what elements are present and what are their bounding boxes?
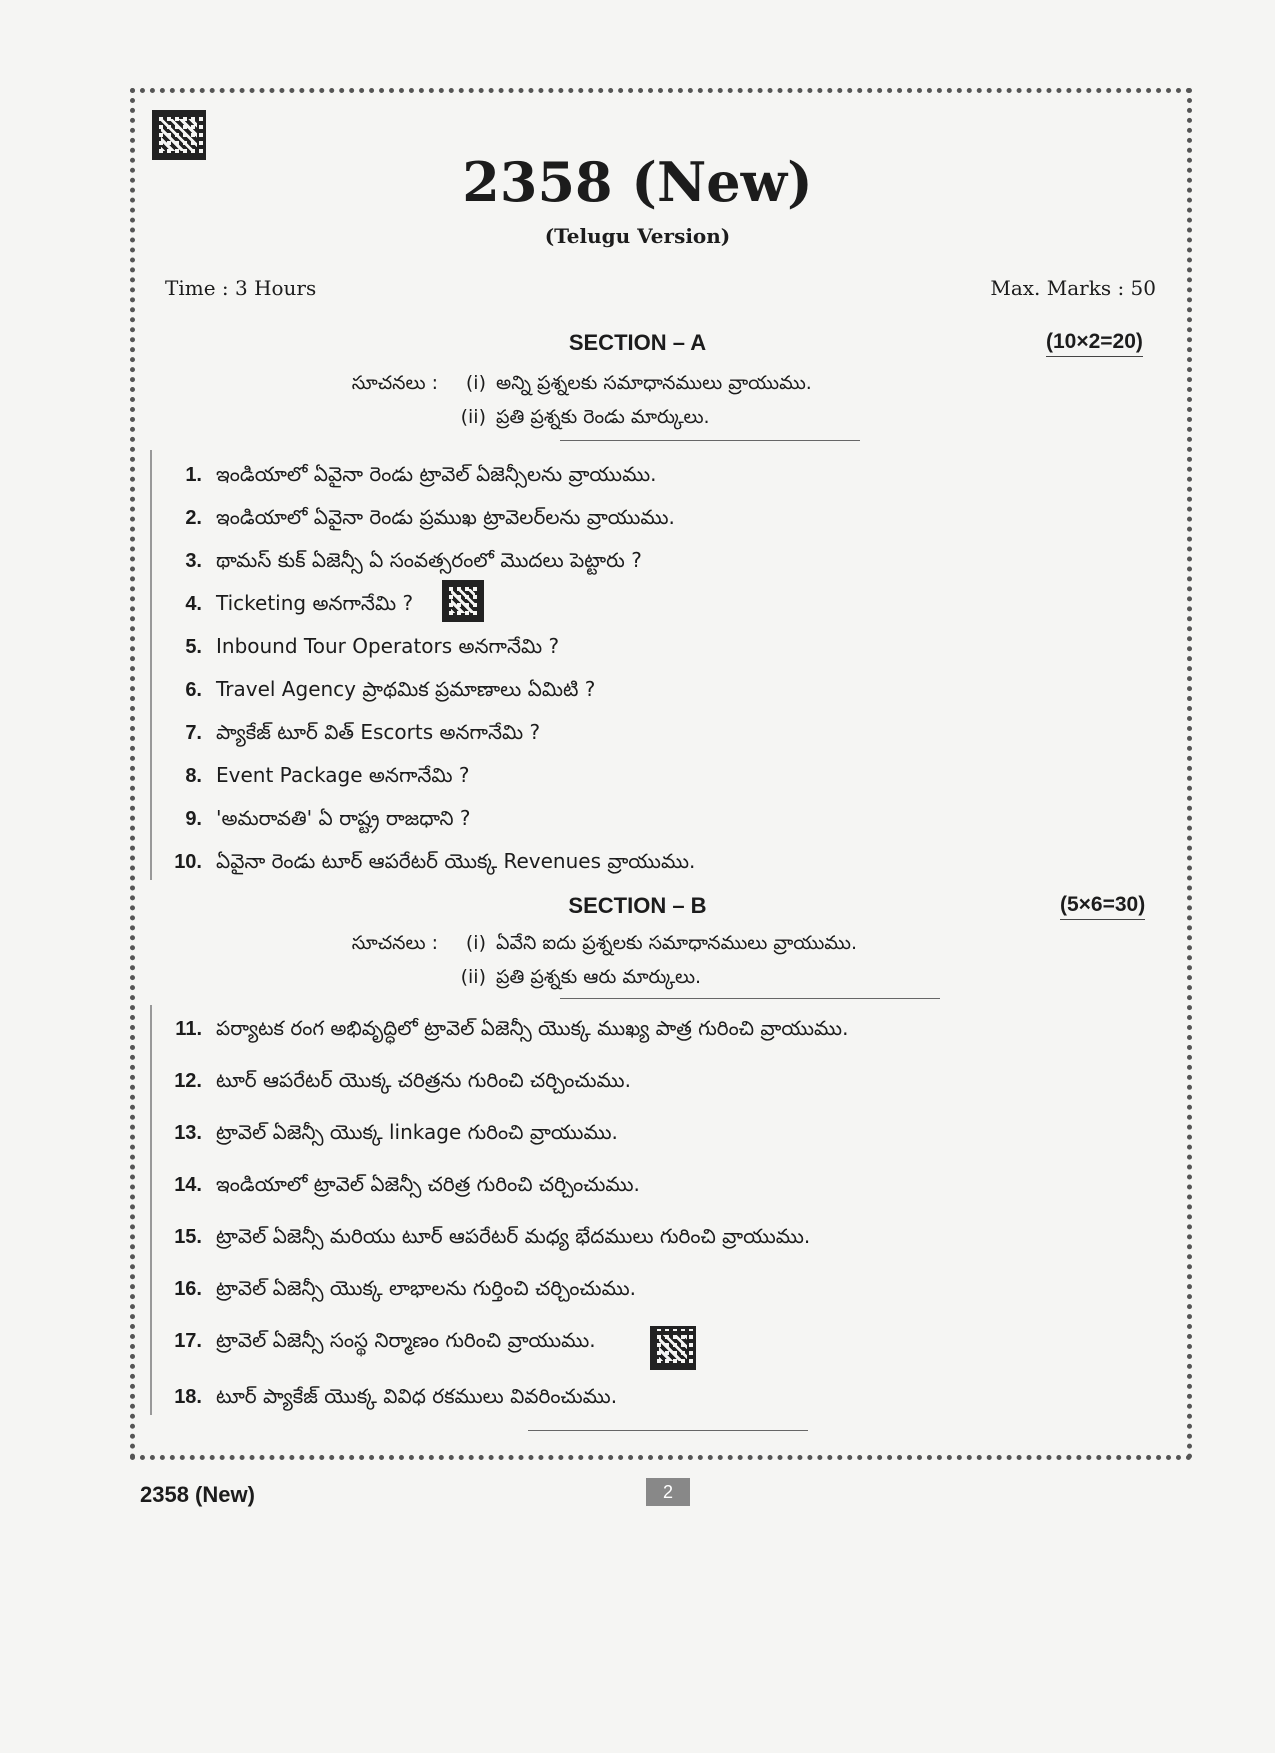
qr-code-icon: [442, 580, 484, 622]
max-marks-label: Max. Marks : 50: [990, 276, 1156, 300]
question-7: 7. ప్యాకేజ్ టూర్ విత్ Escorts అనగానేమి ?: [185, 720, 541, 744]
question-9: 9. 'అమరావతి' ఏ రాష్ట్ర రాజధాని ?: [185, 806, 471, 830]
section-a-instruction-2: [320, 406, 710, 433]
end-divider: [528, 1430, 808, 1431]
question-10: 10. ఏవైనా రెండు టూర్ ఆపరేటర్ యొక్క Revenues వ్రాయుము.: [174, 849, 696, 873]
instructions-label: సూచనలు :: [351, 932, 438, 954]
question-6: 6. Travel Agency ప్రాథమిక ప్రమాణాలు ఏమిటి ?: [185, 677, 596, 701]
instruction-number: (ii): [460, 966, 486, 988]
divider: [560, 998, 940, 999]
qr-code-icon: [650, 1326, 696, 1370]
margin-line: [150, 450, 152, 880]
question-11: 11. పర్యాటక రంగ అభివృద్ధిలో ట్రావెల్ ఏజెన్సీ యొక్క ముఖ్య పాత్ర గురించి వ్రాయుము.: [175, 1016, 849, 1040]
section-a-heading: SECTION – A: [568, 330, 707, 355]
instruction-number: (ii): [460, 406, 486, 428]
paper-code-title: 2358 (New): [462, 150, 813, 214]
question-8: 8. Event Package అనగానేమి ?: [185, 763, 470, 787]
section-b-instruction-2: [320, 966, 701, 993]
instructions-label: సూచనలు :: [351, 372, 438, 394]
question-5: 5. Inbound Tour Operators అనగానేమి ?: [185, 634, 560, 658]
divider: [560, 440, 860, 441]
question-2: 2. ఇండియాలో ఏవైనా రెండు ప్రముఖ ట్రావెలర్‌లను వ్రాయుము.: [185, 505, 675, 529]
instruction-text: అన్ని ప్రశ్నలకు సమాధానములు వ్రాయుము.: [496, 372, 812, 394]
question-4: 4. Ticketing అనగానేమి ?: [185, 591, 414, 615]
question-12: 12. టూర్ ఆపరేటర్ యొక్క చరిత్రను గురించి చర్చించుము.: [174, 1068, 631, 1092]
question-15: 15. ట్రావెల్ ఏజెన్సీ మరియు టూర్ ఆపరేటర్ మధ్య భేదములు గురించి వ్రాయుము.: [174, 1224, 811, 1248]
section-b-instruction-1: [320, 932, 857, 959]
question-17: 17. ట్రావెల్ ఏజెన్సీ సంస్థ నిర్మాణం గురించి వ్రాయుము.: [174, 1328, 596, 1352]
margin-line: [150, 1005, 152, 1415]
section-b-heading: SECTION – B: [568, 893, 707, 918]
question-18: 18. టూర్ ప్యాకేజ్ యొక్క వివిధ రకములు వివరించుము.: [174, 1384, 618, 1408]
version-label: (Telugu Version): [544, 224, 731, 248]
footer-paper-code: 2358 (New): [140, 1482, 255, 1507]
instruction-number: (i): [465, 372, 486, 394]
question-13: 13. ట్రావెల్ ఏజెన్సీ యొక్క linkage గురించి వ్రాయుము.: [174, 1120, 618, 1144]
question-3: 3. థామస్ కుక్ ఏజెన్సీ ఏ సంవత్సరంలో మొదలు పెట్టారు ?: [185, 548, 642, 572]
time-label: Time : 3 Hours: [165, 276, 317, 300]
section-a-marks: (10×2=20): [1046, 330, 1143, 357]
instruction-number: (i): [465, 932, 486, 954]
section-b-marks: (5×6=30): [1060, 893, 1145, 920]
section-a-instruction-1: [320, 372, 812, 399]
question-16: 16. ట్రావెల్ ఏజెన్సీ యొక్క లాభాలను గుర్తించి చర్చించుము.: [174, 1276, 637, 1300]
instruction-text: ప్రతి ప్రశ్నకు ఆరు మార్కులు.: [496, 966, 702, 988]
question-1: 1. ఇండియాలో ఏవైనా రెండు ట్రావెల్ ఏజెన్సీలను వ్రాయుము.: [185, 462, 657, 486]
page-number: 2: [646, 1478, 690, 1506]
question-14: 14. ఇండియాలో ట్రావెల్ ఏజెన్సీ చరిత్ర గురించి చర్చించుము.: [174, 1172, 640, 1196]
instruction-text: ఏవేని ఐదు ప్రశ్నలకు సమాధానములు వ్రాయుము.: [496, 932, 858, 954]
instruction-text: ప్రతి ప్రశ్నకు రెండు మార్కులు.: [496, 406, 710, 428]
